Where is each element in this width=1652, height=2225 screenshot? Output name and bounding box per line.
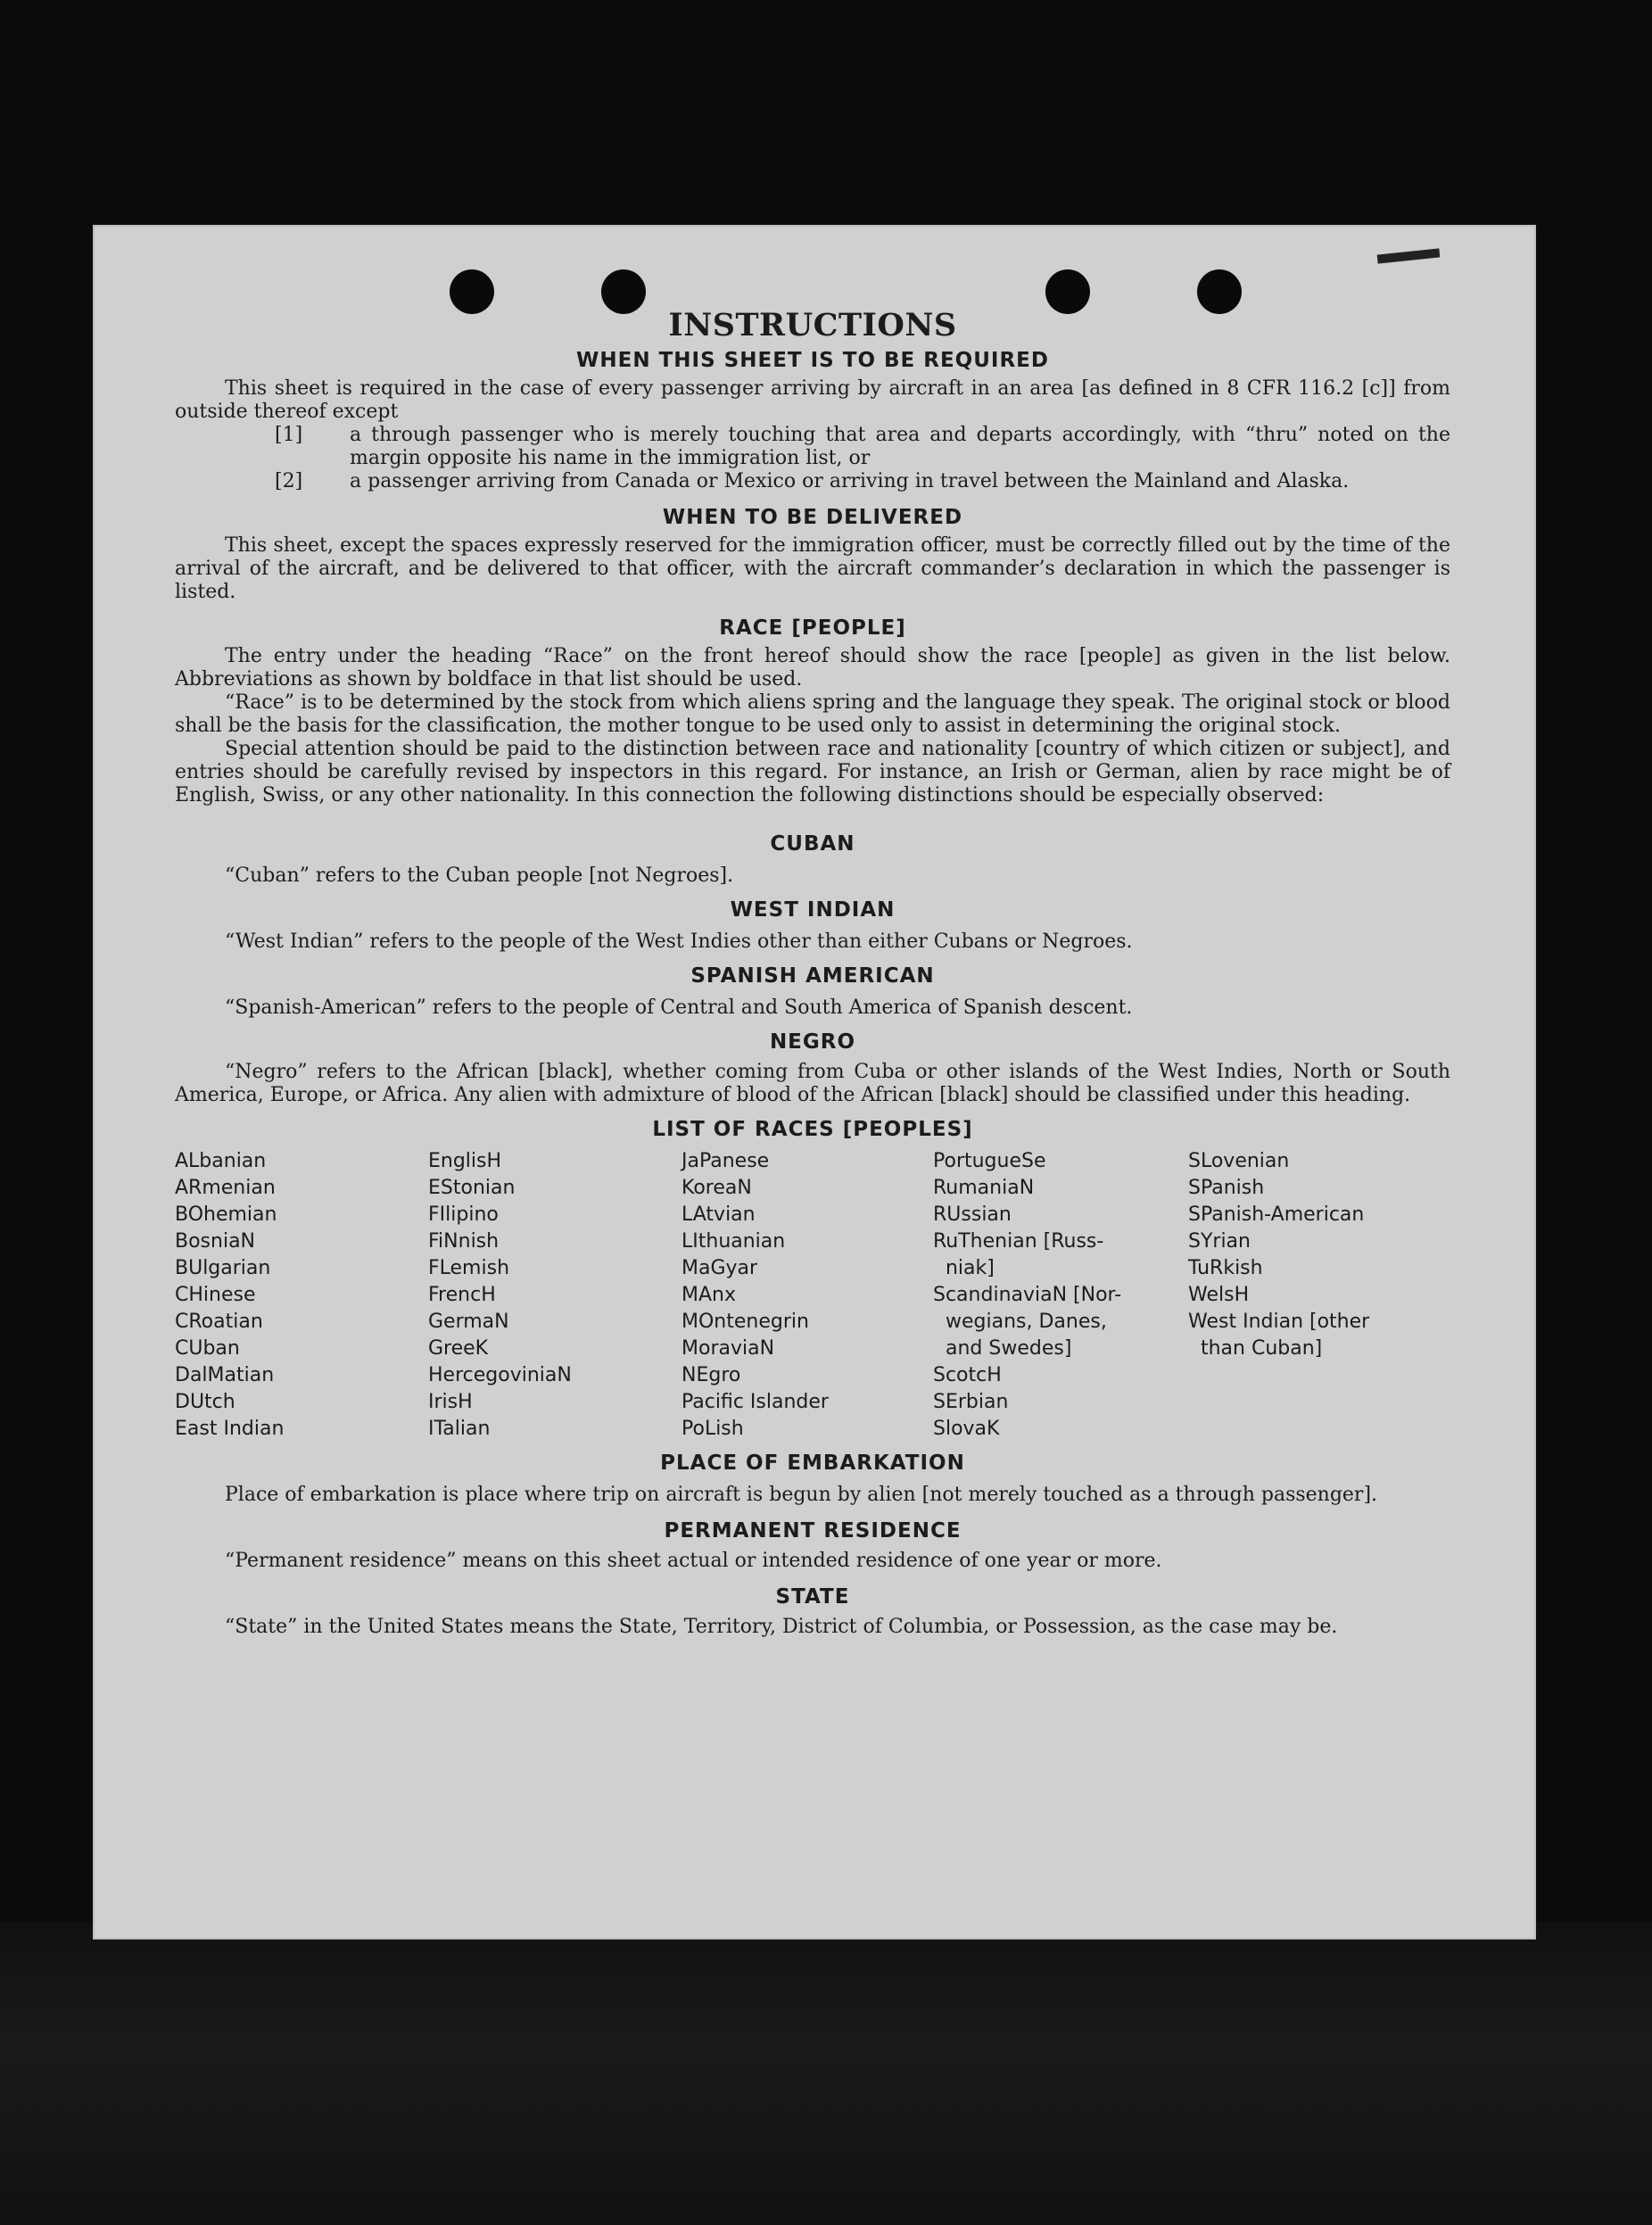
race-entry: Pacific Islander (681, 1391, 829, 1413)
race-entry: SlovaK (933, 1418, 1000, 1440)
race-entry: MAnx (681, 1284, 736, 1306)
race-column (428, 1148, 681, 1443)
race-entry: FrencH (428, 1284, 496, 1306)
race-entry: ARmenian (175, 1177, 276, 1199)
race-entry: wegians, Danes, (933, 1311, 1107, 1333)
scan-background (0, 1922, 1652, 2225)
race-entry: SErbian (933, 1391, 1009, 1413)
race-entry: CHinese (175, 1284, 256, 1306)
cuban-text: “Cuban” refers to the Cuban people [not Negroes]. (225, 864, 734, 887)
heading-embarkation: PLACE OF EMBARKATION (660, 1452, 965, 1475)
race-entry: CRoatian (175, 1311, 263, 1333)
document-body (175, 307, 1450, 1639)
race-entry: HercegoviniaN (428, 1364, 572, 1386)
race-entry: niak] (933, 1257, 995, 1279)
race-entry: RumaniaN (933, 1177, 1035, 1199)
race-entry: SLovenian (1188, 1150, 1290, 1172)
negro-text: “Negro” refers to the African [black], whether coming from Cuba or other islands of the West Indies, North or South America, Europe, or Africa. Any alien with admixture of blood of the African [black] should be classified under this heading. (175, 1061, 1450, 1106)
heading-race: RACE [PEOPLE] (719, 616, 906, 640)
race-entry: than Cuban] (1188, 1337, 1323, 1360)
heading-required: WHEN THIS SHEET IS TO BE REQUIRED (576, 349, 1049, 372)
heading-spanish-american: SPANISH AMERICAN (690, 964, 935, 988)
race-entry: RUssian (933, 1203, 1012, 1226)
race-entry: GermaN (428, 1311, 509, 1333)
race-entry: PortugueSe (933, 1150, 1046, 1172)
race-entry: DalMatian (175, 1364, 275, 1386)
race-entry: MOntenegrin (681, 1311, 809, 1333)
race-entry: and Swedes] (933, 1337, 1072, 1360)
item-text: a passenger arriving from Canada or Mexico or arriving in travel between the Mainland and Alaska. (350, 470, 1350, 492)
race-entry: JaPanese (681, 1150, 770, 1172)
residence-text: “Permanent residence” means on this sheet actual or intended residence of one year or more. (225, 1550, 1162, 1572)
heading-cuban: CUBAN (770, 832, 855, 856)
race-entry: NEgro (681, 1364, 741, 1386)
item-number: [2] (275, 470, 303, 492)
race-entry: WelsH (1188, 1284, 1250, 1306)
race-entry: ITalian (428, 1418, 491, 1440)
race-entry: LIthuanian (681, 1230, 786, 1253)
heading-list-of-races: LIST OF RACES [PEOPLES] (652, 1118, 973, 1141)
item-number: [1] (275, 424, 303, 446)
required-intro: This sheet is required in the case of every passenger arriving by aircraft in an area [as defined in 8 CFR 116.2 [c]] from outside thereof except (175, 377, 1450, 423)
race-entry: SYrian (1188, 1230, 1251, 1253)
race-entry: GreeK (428, 1337, 489, 1360)
west-indian-text: “West Indian” refers to the people of the West Indies other than either Cubans or Negroes. (225, 931, 1133, 953)
race-entry: BOhemian (175, 1203, 277, 1226)
race-column (933, 1148, 1188, 1443)
race-entry: PoLish (681, 1418, 744, 1440)
page-title: INSTRUCTIONS (668, 307, 957, 343)
heading-negro: NEGRO (769, 1030, 856, 1054)
race-entry: EStonian (428, 1177, 516, 1199)
race-entry: FiNnish (428, 1230, 500, 1253)
heading-residence: PERMANENT RESIDENCE (664, 1519, 962, 1543)
race-paragraph-2: “Race” is to be determined by the stock from which aliens spring and the language they speak. The original stock or blood shall be the basis for the classification, the mother tongue to be used only to assist in determining the original stock. (175, 691, 1450, 737)
race-entry: FLemish (428, 1257, 510, 1279)
race-paragraph-3: Special attention should be paid to the distinction between race and nationality [country of which citizen or subject], and entries should be carefully revised by inspectors in this regard. For instance, an Irish or German, alien by race might be of English, Swiss, or any other nationality. In this connection the following distinctions should be especially observed: (175, 738, 1450, 806)
race-entry: DUtch (175, 1391, 235, 1413)
item-text: a through passenger who is merely touching that area and departs accordingly, with “thru” noted on the margin opposite his name in the immigration list, or (350, 424, 1450, 469)
race-entry: BosniaN (175, 1230, 256, 1253)
heading-delivered: WHEN TO BE DELIVERED (662, 506, 963, 529)
race-entry: RuThenian [Russ- (933, 1230, 1104, 1253)
race-entry: SPanish-American (1188, 1203, 1365, 1226)
paper-damage-mark (1377, 248, 1441, 263)
required-item-1 (175, 424, 1450, 470)
race-entry: MoraviaN (681, 1337, 775, 1360)
delivered-text: This sheet, except the spaces expressly reserved for the immigration officer, must be correctly filled out by the time of the arrival of the aircraft, and be delivered to that officer, with the aircraft commander’s declaration in which the passenger is listed. (175, 534, 1450, 603)
required-item-2 (175, 470, 1450, 493)
race-entry: FIlipino (428, 1203, 499, 1226)
spanish-american-text: “Spanish-American” refers to the people of Central and South America of Spanish descent. (225, 997, 1133, 1019)
embarkation-text: Place of embarkation is place where trip on aircraft is begun by alien [not merely touched as a through passenger]. (225, 1484, 1378, 1506)
race-entry: CUban (175, 1337, 240, 1360)
instruction-sheet (93, 225, 1536, 1940)
race-column (681, 1148, 933, 1443)
race-entry: LAtvian (681, 1203, 756, 1226)
heading-state: STATE (775, 1585, 850, 1609)
state-text: “State” in the United States means the State, Territory, District of Columbia, or Possession, as the case may be. (225, 1616, 1338, 1638)
race-entry: BUlgarian (175, 1257, 271, 1279)
heading-west-indian: WEST INDIAN (730, 898, 896, 922)
race-entry: ScotcH (933, 1364, 1002, 1386)
race-entry: KoreaN (681, 1177, 752, 1199)
race-entry: IrisH (428, 1391, 473, 1413)
race-entry: EnglisH (428, 1150, 502, 1172)
race-column (175, 1148, 428, 1443)
race-entry: ScandinaviaN [Nor- (933, 1284, 1122, 1306)
race-entry: East Indian (175, 1418, 285, 1440)
race-entry: ALbanian (175, 1150, 267, 1172)
race-entry: SPanish (1188, 1177, 1265, 1199)
race-entry: West Indian [other (1188, 1311, 1370, 1333)
race-paragraph-1: The entry under the heading “Race” on the front hereof should show the race [people] as given in the list below. Abbreviations as shown by boldface in that list should be used. (175, 645, 1450, 691)
race-entry: TuRkish (1188, 1257, 1263, 1279)
race-entry: MaGyar (681, 1257, 758, 1279)
race-list (175, 1148, 1450, 1443)
race-column (1188, 1148, 1450, 1443)
